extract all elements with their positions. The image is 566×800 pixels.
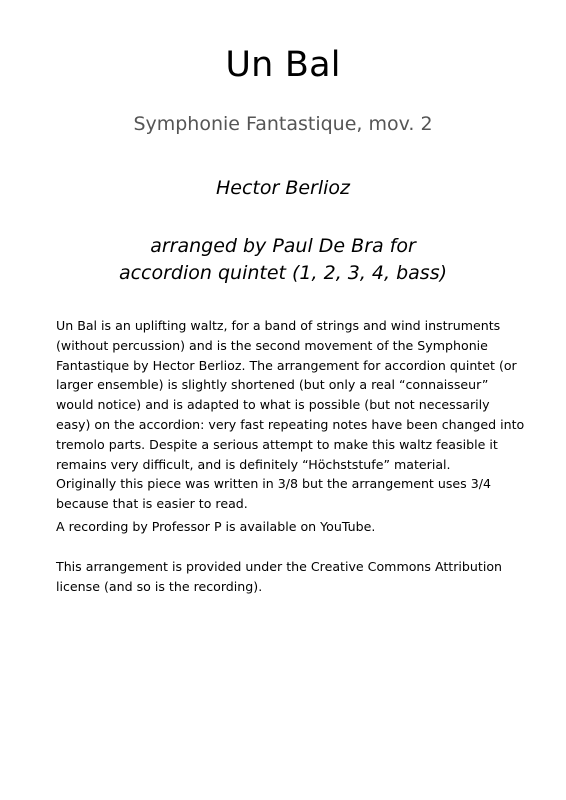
text-line: would notice) and is adapted to what is possible (but not necessarily	[56, 397, 490, 413]
text-line: Un Bal is an uplifting waltz, for a band of strings and wind instruments	[56, 318, 501, 333]
arranger-line: arranged by Paul De Bra for	[150, 235, 416, 257]
text-line: tremolo parts. Despite a serious attempt to make this waltz feasible it	[56, 436, 498, 452]
text-line: Fantastique by Hector Berlioz. The arrangement for accordion quintet (or	[56, 357, 517, 373]
text-line: (without percussion) and is the second movement of the Symphonie	[56, 337, 488, 353]
arranger-line: accordion quintet (1, 2, 3, 4, bass)	[118, 262, 448, 284]
recording-paragraph	[56, 517, 536, 537]
page-title: Un Bal	[225, 45, 341, 85]
text-line: easy) on the accordion: very fast repeating notes have been changed into	[56, 416, 525, 432]
description-paragraph	[56, 316, 536, 514]
license-paragraph	[56, 557, 536, 597]
text-line: Originally this piece was written in 3/8 but the arrangement uses 3/4	[56, 476, 492, 492]
text-line: remains very difficult, and is definitely “Höchststufe” material.	[56, 456, 451, 472]
text-line: license (and so is the recording).	[56, 578, 263, 594]
page-subtitle: Symphonie Fantastique, mov. 2	[133, 113, 433, 135]
text-line: larger ensemble) is slightly shortened (but only a real “connaisseur”	[56, 377, 489, 393]
composer-name: Hector Berlioz	[215, 177, 351, 199]
text-line: This arrangement is provided under the Creative Commons Attribution	[56, 559, 503, 574]
arranger-credit	[0, 233, 566, 287]
text-line: A recording by Professor P is available on YouTube.	[56, 519, 376, 534]
text-line: because that is easier to read.	[56, 496, 248, 512]
